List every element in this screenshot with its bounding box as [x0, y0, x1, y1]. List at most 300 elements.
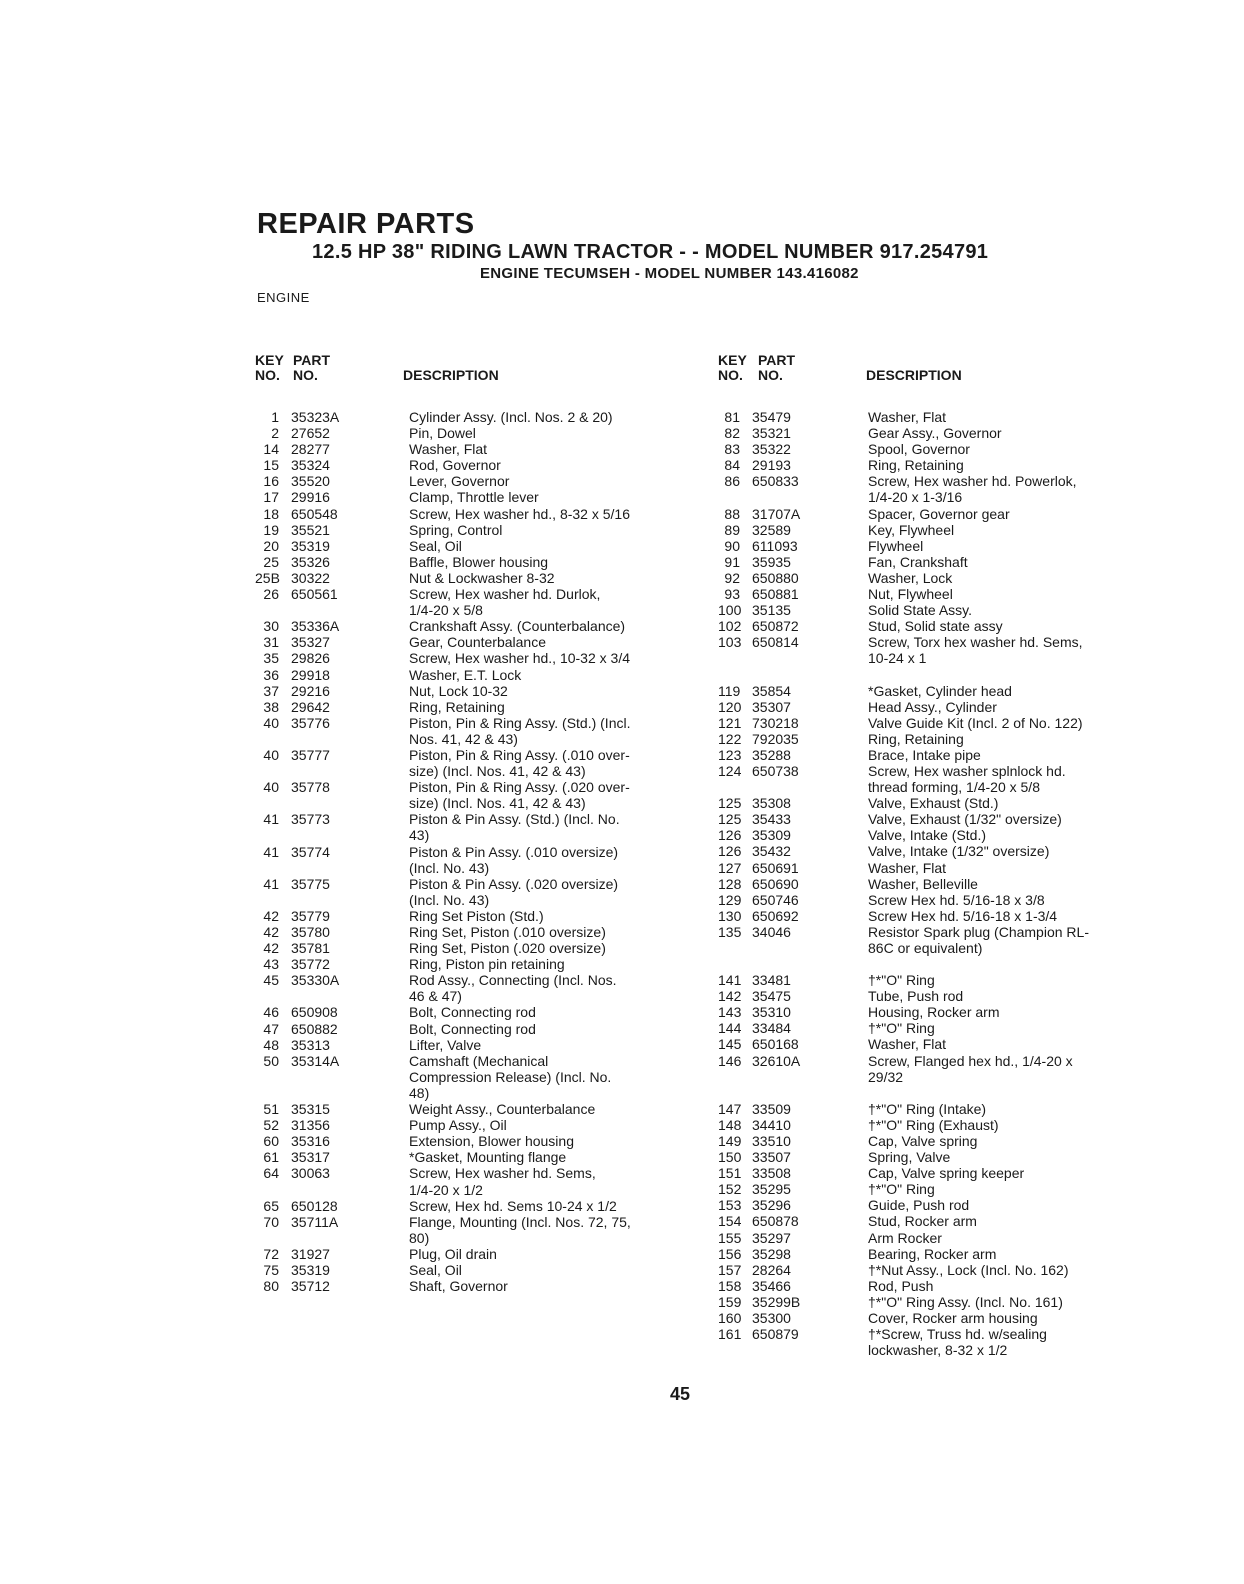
key-number: 92: [724, 569, 740, 586]
part-number: 31927: [291, 1245, 330, 1262]
part-description: Bolt, Connecting rod: [409, 1020, 536, 1037]
part-number: 35327: [291, 634, 330, 651]
key-number: 14: [263, 441, 279, 458]
part-description: Weight Assy., Counterbalance: [409, 1101, 596, 1118]
table-row: [718, 1197, 1128, 1213]
table-row: [718, 634, 1128, 666]
part-number: 35479: [752, 409, 791, 425]
part-number: 35781: [291, 940, 330, 957]
key-number: 41: [263, 811, 279, 828]
table-row: [255, 1262, 675, 1278]
table-row: [255, 618, 675, 634]
part-description: Nut & Lockwasher 8-32: [409, 569, 555, 586]
key-number: 154: [718, 1213, 742, 1230]
key-number: 25: [263, 553, 279, 570]
table-row: [255, 506, 675, 522]
key-number: 84: [724, 457, 740, 474]
part-description: Bolt, Connecting rod: [409, 1004, 536, 1021]
part-description: Guide, Push rod: [868, 1197, 970, 1214]
key-number: 1: [271, 409, 279, 425]
part-description: Valve, Exhaust (1/32" oversize): [868, 811, 1062, 828]
part-description: Ring, Retaining: [868, 457, 964, 474]
key-number: 91: [724, 553, 740, 570]
key-number: 103: [718, 634, 742, 651]
part-number: 29193: [752, 457, 791, 474]
part-description: Clamp, Throttle lever: [409, 489, 539, 506]
part-number: 35321: [752, 425, 791, 442]
part-number: 35772: [291, 956, 330, 973]
table-row: [718, 860, 1128, 876]
table-row: [718, 1036, 1128, 1052]
part-description: Spring, Valve: [868, 1149, 951, 1166]
part-number: 35135: [752, 602, 791, 619]
table-row: [255, 1021, 675, 1037]
part-description: Nut, Flywheel: [868, 586, 953, 603]
key-number: 35: [263, 650, 279, 667]
key-number: 157: [718, 1261, 742, 1278]
part-number: 730218: [752, 714, 799, 731]
table-row: [718, 1294, 1128, 1310]
part-description: Ring, Piston pin retaining: [409, 956, 565, 973]
part-description: Camshaft (Mechanical Compression Release) (Incl. No. 48): [409, 1052, 612, 1101]
key-number: 80: [263, 1278, 279, 1295]
part-number: 35310: [752, 1004, 791, 1021]
table-row: [718, 1101, 1128, 1117]
table-row: [718, 425, 1128, 441]
part-description: Washer, Flat: [868, 859, 947, 876]
part-description: Shaft, Governor: [409, 1278, 508, 1295]
key-number: 52: [263, 1117, 279, 1134]
part-description: Washer, E.T. Lock: [409, 666, 522, 683]
part-description: Screw Hex hd. 5/16-18 x 1-3/4: [868, 907, 1058, 924]
part-number: 35298: [752, 1245, 791, 1262]
key-number: 40: [263, 714, 279, 731]
table-row: [718, 457, 1128, 473]
table-row: [718, 1165, 1128, 1181]
part-number: 31707A: [752, 505, 801, 522]
part-description: Spool, Governor: [868, 441, 970, 458]
key-number: 90: [724, 537, 740, 554]
table-row: [255, 924, 675, 940]
part-number: 35308: [752, 795, 791, 812]
table-row: [718, 747, 1128, 763]
table-row: [255, 972, 675, 1004]
part-number: 29826: [291, 650, 330, 667]
part-description: Valve, Intake (1/32" oversize): [868, 843, 1050, 860]
part-number: 32589: [752, 521, 791, 538]
key-number: 61: [263, 1149, 279, 1166]
part-number: 33481: [752, 972, 791, 989]
table-row: [718, 1326, 1128, 1358]
part-description: Flywheel: [868, 537, 924, 554]
part-description: Gear Assy., Governor: [868, 425, 1002, 442]
part-number: 650908: [291, 1004, 338, 1021]
part-description: Valve Guide Kit (Incl. 2 of No. 122): [868, 714, 1083, 731]
key-number: 72: [263, 1245, 279, 1262]
part-number: 650879: [752, 1326, 799, 1343]
table-row: [255, 441, 675, 457]
part-number: 650128: [291, 1197, 338, 1214]
part-description: Piston & Pin Assy. (Std.) (Incl. No. 43): [409, 811, 620, 844]
key-number: 123: [718, 746, 742, 763]
table-row: [718, 876, 1128, 892]
section-label: ENGINE: [257, 290, 310, 305]
key-number: 126: [718, 843, 742, 860]
part-description: Cap, Valve spring keeper: [868, 1165, 1025, 1182]
part-number: 35521: [291, 521, 330, 538]
parts-table-left: [255, 353, 675, 1294]
part-description: †*"O" Ring: [868, 1181, 935, 1198]
table-row: [255, 538, 675, 554]
table-row: [718, 715, 1128, 731]
part-description: Piston, Pin & Ring Assy. (.020 over- size) (Incl. Nos. 41, 42 & 43): [409, 779, 630, 812]
part-description: Spacer, Governor gear: [868, 505, 1010, 522]
part-description: Brace, Intake pipe: [868, 746, 981, 763]
part-number: 29916: [291, 489, 330, 506]
table-row: [255, 457, 675, 473]
part-description: Screw Hex hd. 5/16-18 x 3/8: [868, 891, 1045, 908]
part-description: Washer, Lock: [868, 569, 953, 586]
key-number: 31: [263, 634, 279, 651]
key-number: 102: [718, 618, 742, 635]
table-row: [718, 827, 1128, 843]
key-header: KEY: [718, 352, 747, 368]
table-row: [255, 586, 675, 618]
part-number: 35315: [291, 1101, 330, 1118]
table-row: [255, 699, 675, 715]
key-number: 82: [724, 425, 740, 442]
part-number: 35322: [752, 441, 791, 458]
part-description: Screw, Hex washer hd. Powerlok, 1/4-20 x 1-3/16: [868, 473, 1077, 506]
part-number: 35775: [291, 875, 330, 892]
table-row: [255, 956, 675, 972]
table-row: [718, 1278, 1128, 1294]
table-row: [255, 409, 675, 425]
key-number: 127: [718, 859, 742, 876]
part-number: 35319: [291, 537, 330, 554]
table-row: [255, 650, 675, 666]
engine-model-heading: ENGINE TECUMSEH - MODEL NUMBER 143.416082: [480, 265, 859, 282]
key-number: 156: [718, 1245, 742, 1262]
key-number: 70: [263, 1213, 279, 1230]
part-description: Cylinder Assy. (Incl. Nos. 2 & 20): [409, 409, 613, 425]
table-row: [255, 779, 675, 811]
key-number: 147: [718, 1100, 742, 1117]
part-number: 29918: [291, 666, 330, 683]
part-description: Fan, Crankshaft: [868, 553, 968, 570]
key-no-header: NO.: [718, 367, 743, 383]
key-number: 42: [263, 924, 279, 940]
part-description: Piston & Pin Assy. (.010 oversize) (Incl. No. 43): [409, 843, 619, 876]
part-description: Crankshaft Assy. (Counterbalance): [409, 618, 626, 635]
part-number: 34046: [752, 923, 791, 940]
part-number: 792035: [752, 730, 799, 747]
part-description: Rod, Push: [868, 1277, 934, 1294]
table-row: [255, 1149, 675, 1165]
part-number: 33508: [752, 1165, 791, 1182]
table-row: [718, 586, 1128, 602]
part-description: Valve, Intake (Std.): [868, 827, 987, 844]
part-description: Washer, Flat: [868, 409, 947, 425]
table-row: [718, 618, 1128, 634]
key-number: 144: [718, 1020, 742, 1037]
part-description: Key, Flywheel: [868, 521, 955, 538]
part-description: Extension, Blower housing: [409, 1133, 574, 1150]
part-number: 35777: [291, 746, 330, 763]
part-description: Seal, Oil: [409, 1261, 462, 1278]
table-row: [718, 506, 1128, 522]
part-description: Screw, Hex washer splnlock hd. thread forming, 1/4-20 x 5/8: [868, 762, 1066, 796]
part-description: Solid State Assy.: [868, 602, 973, 619]
part-number: 35319: [291, 1261, 330, 1278]
part-number: 33507: [752, 1149, 791, 1166]
part-number: 35432: [752, 843, 791, 860]
key-number: 149: [718, 1132, 742, 1149]
part-description: Rod, Governor: [409, 457, 501, 474]
table-row: [255, 811, 675, 843]
key-number: 81: [724, 409, 740, 425]
part-number: 650561: [291, 586, 338, 603]
table-row: [255, 747, 675, 779]
key-number: 48: [263, 1036, 279, 1053]
part-description: †*Nut Assy., Lock (Incl. No. 162): [868, 1261, 1069, 1278]
part-description: Gear, Counterbalance: [409, 634, 546, 651]
table-row: [255, 1133, 675, 1149]
part-description: Ring Set Piston (Std.): [409, 907, 544, 924]
table-row: [718, 1310, 1128, 1326]
table-row: [255, 1246, 675, 1262]
part-number: 30322: [291, 569, 330, 586]
table-row: [255, 1278, 675, 1294]
part-number: 35773: [291, 811, 330, 828]
table-row: [718, 1117, 1128, 1133]
part-description: Piston, Pin & Ring Assy. (Std.) (Incl. Nos. 41, 42 & 43): [409, 714, 631, 747]
part-description: †*"O" Ring Assy. (Incl. No. 161): [868, 1293, 1063, 1310]
table-row: [718, 763, 1128, 795]
part-number: 35776: [291, 714, 330, 731]
description-header: DESCRIPTION: [403, 367, 499, 383]
part-number: 650833: [752, 473, 799, 490]
table-row: [255, 1053, 675, 1101]
part-description: *Gasket, Cylinder head: [868, 682, 1012, 699]
key-number: 30: [263, 618, 279, 635]
part-number: 650746: [752, 891, 799, 908]
part-number: 35295: [752, 1181, 791, 1198]
part-number: 650692: [752, 907, 799, 924]
part-number: 35296: [752, 1197, 791, 1214]
table-row: [718, 1004, 1128, 1020]
part-number: 35475: [752, 988, 791, 1005]
key-number: 51: [263, 1101, 279, 1118]
table-row: [718, 1020, 1128, 1036]
part-number: 35778: [291, 779, 330, 796]
part-description: Washer, Belleville: [868, 875, 978, 892]
part-no-header: NO.: [293, 367, 318, 383]
part-number: 35324: [291, 457, 330, 474]
part-number: 31356: [291, 1117, 330, 1134]
key-number: 119: [718, 682, 741, 699]
part-description: †*"O" Ring (Exhaust): [868, 1116, 999, 1133]
key-number: 64: [263, 1165, 279, 1182]
part-description: Lever, Governor: [409, 473, 510, 490]
tractor-model-heading: 12.5 HP 38" RIDING LAWN TRACTOR - - MODEL NUMBER 917.254791: [312, 241, 989, 263]
part-description: †*Screw, Truss hd. w/sealing lockwasher, 8-32 x 1/2: [868, 1326, 1047, 1359]
table-row: [718, 908, 1128, 924]
part-description: Cover, Rocker arm housing: [868, 1309, 1038, 1326]
key-number: 38: [263, 698, 279, 715]
key-number: 42: [263, 940, 279, 957]
table-row: [255, 908, 675, 924]
key-number: 120: [718, 698, 742, 715]
part-description: Ring, Retaining: [868, 730, 964, 747]
table-row: [718, 1181, 1128, 1197]
key-number: 86: [724, 473, 740, 490]
table-row: [718, 1053, 1128, 1085]
part-description: Ring Set, Piston (.010 oversize): [409, 924, 606, 940]
table-row: [255, 1037, 675, 1053]
parts-table-right: [718, 353, 1128, 1358]
key-number: 93: [724, 586, 740, 603]
part-description: Screw, Hex hd. Sems 10-24 x 1/2: [409, 1197, 617, 1214]
table-row: [718, 731, 1128, 747]
part-number: 29642: [291, 698, 330, 715]
key-number: 16: [263, 473, 279, 490]
key-number: 159: [718, 1293, 742, 1310]
key-number: 18: [263, 505, 279, 522]
part-description: Arm Rocker: [868, 1229, 942, 1246]
part-description: Washer, Flat: [409, 441, 488, 458]
key-number: 45: [263, 972, 279, 989]
part-number: 650882: [291, 1020, 338, 1037]
part-number: 35326: [291, 553, 330, 570]
table-row: [718, 570, 1128, 586]
key-number: 40: [263, 746, 279, 763]
part-number: 32610A: [752, 1052, 801, 1069]
table-row: [718, 1133, 1128, 1149]
table-row: [255, 876, 675, 908]
part-number: 650878: [752, 1213, 799, 1230]
table-row: [255, 489, 675, 505]
table-row: [718, 522, 1128, 538]
part-number: 29216: [291, 682, 330, 699]
part-description: Housing, Rocker arm: [868, 1004, 1000, 1021]
key-number: 129: [718, 891, 742, 908]
part-description: Pin, Dowel: [409, 425, 476, 442]
key-number: 150: [718, 1149, 742, 1166]
key-number: 65: [263, 1197, 279, 1214]
part-description: Screw, Torx hex washer hd. Sems, 10-24 x 1: [868, 634, 1083, 667]
part-description: †*"O" Ring: [868, 1020, 935, 1037]
part-number: 33510: [752, 1132, 791, 1149]
part-description: Pump Assy., Oil: [409, 1117, 507, 1134]
table-row: [718, 1213, 1128, 1229]
table-row: [255, 1198, 675, 1214]
key-number: 146: [718, 1052, 742, 1069]
key-number: 88: [724, 505, 740, 522]
key-number: 151: [718, 1165, 742, 1182]
part-number: 35336A: [291, 618, 340, 635]
key-number: 142: [718, 988, 742, 1005]
part-description: †*"O" Ring (Intake): [868, 1100, 987, 1117]
part-description: Ring Set, Piston (.020 oversize): [409, 940, 606, 957]
part-number: 650738: [752, 762, 799, 779]
table-row: [718, 1230, 1128, 1246]
table-row: [718, 1262, 1128, 1278]
table-row: [718, 538, 1128, 554]
part-number: 34410: [752, 1116, 791, 1133]
key-number: 153: [718, 1197, 742, 1214]
part-number: 35314A: [291, 1052, 340, 1069]
table-row: [718, 1246, 1128, 1262]
part-number: 35323A: [291, 409, 340, 425]
part-description: Valve, Exhaust (Std.): [868, 795, 999, 812]
part-description: Cap, Valve spring: [868, 1132, 978, 1149]
table-row: [718, 441, 1128, 457]
part-number: 35466: [752, 1277, 791, 1294]
key-number: 2: [271, 425, 279, 442]
part-number: 35297: [752, 1229, 791, 1246]
part-number: 35433: [752, 811, 791, 828]
part-description: *Gasket, Mounting flange: [409, 1149, 567, 1166]
key-number: 145: [718, 1036, 742, 1053]
table-row: [718, 924, 1128, 956]
part-number: 35774: [291, 843, 330, 860]
page-number: 45: [670, 1384, 691, 1404]
table-row: [718, 892, 1128, 908]
part-number: 35316: [291, 1133, 330, 1150]
key-number: 37: [263, 682, 279, 699]
part-number: 650168: [752, 1036, 799, 1053]
part-description: Flange, Mounting (Incl. Nos. 72, 75, 80): [409, 1213, 631, 1246]
part-number: 33484: [752, 1020, 791, 1037]
key-number: 25B: [255, 569, 280, 586]
table-row: [718, 1149, 1128, 1165]
part-number: 35330A: [291, 972, 340, 989]
part-number: 28277: [291, 441, 330, 458]
part-number: 35520: [291, 473, 330, 490]
part-description: Seal, Oil: [409, 537, 462, 554]
table-row: [255, 1214, 675, 1246]
key-number: 26: [263, 586, 279, 603]
key-number: 122: [718, 730, 742, 747]
part-number: 611093: [752, 537, 798, 554]
table-row: [255, 634, 675, 650]
part-number: 650880: [752, 569, 799, 586]
table-row: [255, 554, 675, 570]
key-number: 128: [718, 875, 742, 892]
table-header: [255, 353, 675, 385]
key-number: 42: [263, 907, 279, 924]
part-description: Bearing, Rocker arm: [868, 1245, 997, 1262]
part-description: Screw, Hex washer hd. Durlok, 1/4-20 x 5/8: [409, 586, 601, 619]
key-number: 36: [263, 666, 279, 683]
description-header: DESCRIPTION: [866, 367, 962, 383]
key-number: 19: [263, 521, 279, 538]
part-number: 650881: [752, 586, 799, 603]
table-row: [255, 1165, 675, 1197]
table-row: [255, 844, 675, 876]
key-number: 15: [263, 457, 279, 474]
part-description: †*"O" Ring: [868, 972, 935, 989]
key-number: 40: [263, 779, 279, 796]
table-row: [718, 972, 1128, 988]
key-number: 121: [718, 714, 742, 731]
part-description: Screw, Flanged hex hd., 1/4-20 x 29/32: [868, 1052, 1073, 1085]
table-row: [255, 425, 675, 441]
part-description: Plug, Oil drain: [409, 1245, 497, 1262]
part-number: 33509: [752, 1100, 791, 1117]
key-number: 126: [718, 827, 742, 844]
